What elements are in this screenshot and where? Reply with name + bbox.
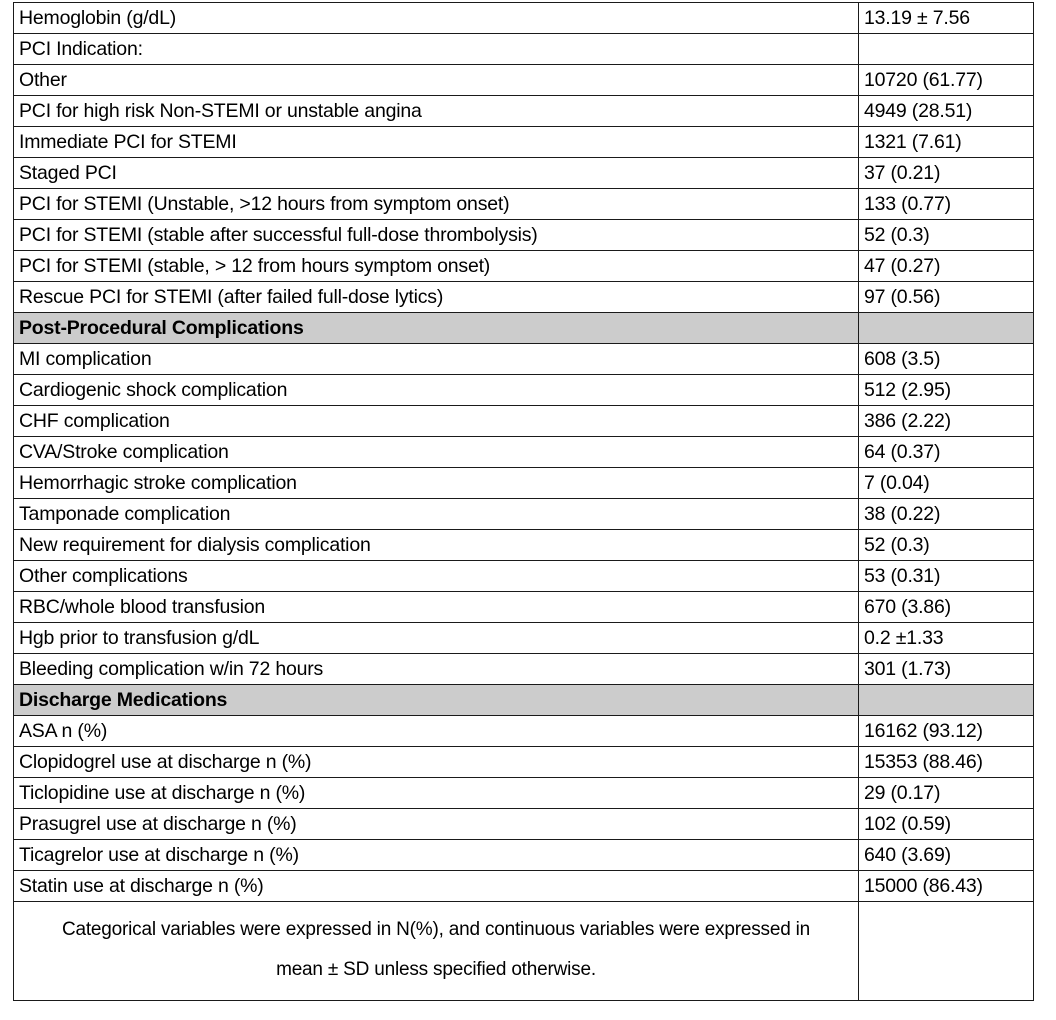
table-row [14,654,1034,685]
row-value: 640 (3.69) [859,840,1034,871]
section-header-label: Discharge Medications [14,685,859,716]
table-row [14,716,1034,747]
row-value: 97 (0.56) [859,282,1034,313]
row-value [859,313,1034,344]
row-value: 133 (0.77) [859,189,1034,220]
row-value: 13.19 ± 7.56 [859,3,1034,34]
row-label: Hgb prior to transfusion g/dL [14,623,859,654]
row-label: Statin use at discharge n (%) [14,871,859,902]
row-value: 52 (0.3) [859,530,1034,561]
table-row [14,406,1034,437]
table-row [14,344,1034,375]
row-value: 47 (0.27) [859,251,1034,282]
row-label: Ticlopidine use at discharge n (%) [14,778,859,809]
table-row [14,747,1034,778]
row-label: Bleeding complication w/in 72 hours [14,654,859,685]
row-label: PCI for STEMI (stable after successful full-dose thrombolysis) [14,220,859,251]
clinical-characteristics-table [13,2,1034,1001]
row-label: Staged PCI [14,158,859,189]
table-row [14,778,1034,809]
row-label: Immediate PCI for STEMI [14,127,859,158]
row-label: Hemorrhagic stroke complication [14,468,859,499]
section-header-label: Post-Procedural Complications [14,313,859,344]
row-value: 10720 (61.77) [859,65,1034,96]
table-row [14,623,1034,654]
table-footnote-row [14,902,1034,1001]
row-value: 53 (0.31) [859,561,1034,592]
table-row [14,468,1034,499]
table-row [14,592,1034,623]
row-label: PCI for STEMI (stable, > 12 from hours symptom onset) [14,251,859,282]
row-label: MI complication [14,344,859,375]
row-label: PCI for STEMI (Unstable, >12 hours from symptom onset) [14,189,859,220]
row-label: CVA/Stroke complication [14,437,859,468]
row-value: 512 (2.95) [859,375,1034,406]
row-label: Prasugrel use at discharge n (%) [14,809,859,840]
row-value: 102 (0.59) [859,809,1034,840]
row-value: 301 (1.73) [859,654,1034,685]
row-label: Cardiogenic shock complication [14,375,859,406]
row-label: Other complications [14,561,859,592]
row-label: ASA n (%) [14,716,859,747]
table-row [14,65,1034,96]
row-value: 37 (0.21) [859,158,1034,189]
table-row [14,871,1034,902]
table-row [14,437,1034,468]
table-row [14,220,1034,251]
table-row [14,127,1034,158]
table-row [14,809,1034,840]
table-row [14,530,1034,561]
table-footnote-text: Categorical variables were expressed in N(%), and continuous variables were expressed in mean ± SD unless specified otherwise. [14,902,859,1001]
table-row [14,34,1034,65]
table-row [14,158,1034,189]
row-value: 16162 (93.12) [859,716,1034,747]
row-label: RBC/whole blood transfusion [14,592,859,623]
row-label: Other [14,65,859,96]
row-value: 7 (0.04) [859,468,1034,499]
table-row [14,840,1034,871]
row-value [859,34,1034,65]
row-value: 29 (0.17) [859,778,1034,809]
row-value: 4949 (28.51) [859,96,1034,127]
row-label: Clopidogrel use at discharge n (%) [14,747,859,778]
row-value: 15000 (86.43) [859,871,1034,902]
row-value: 1321 (7.61) [859,127,1034,158]
row-value: 38 (0.22) [859,499,1034,530]
table-body [14,3,1034,1001]
row-value: 608 (3.5) [859,344,1034,375]
table-row [14,96,1034,127]
table-row [14,282,1034,313]
table-row [14,3,1034,34]
row-label: Hemoglobin (g/dL) [14,3,859,34]
row-value: 15353 (88.46) [859,747,1034,778]
row-label: PCI Indication: [14,34,859,65]
table-row [14,499,1034,530]
row-value: 386 (2.22) [859,406,1034,437]
row-label: Rescue PCI for STEMI (after failed full-dose lytics) [14,282,859,313]
row-label: New requirement for dialysis complication [14,530,859,561]
table-row [14,375,1034,406]
row-label: PCI for high risk Non-STEMI or unstable angina [14,96,859,127]
table-row [14,189,1034,220]
row-value: 670 (3.86) [859,592,1034,623]
table-footnote-value-cell [859,902,1034,1001]
row-label: Tamponade complication [14,499,859,530]
row-label: CHF complication [14,406,859,437]
row-value: 52 (0.3) [859,220,1034,251]
row-value: 0.2 ±1.33 [859,623,1034,654]
row-label: Ticagrelor use at discharge n (%) [14,840,859,871]
table-section-header-row [14,313,1034,344]
table-row [14,561,1034,592]
row-value [859,685,1034,716]
row-value: 64 (0.37) [859,437,1034,468]
table-row [14,251,1034,282]
table-section-header-row [14,685,1034,716]
